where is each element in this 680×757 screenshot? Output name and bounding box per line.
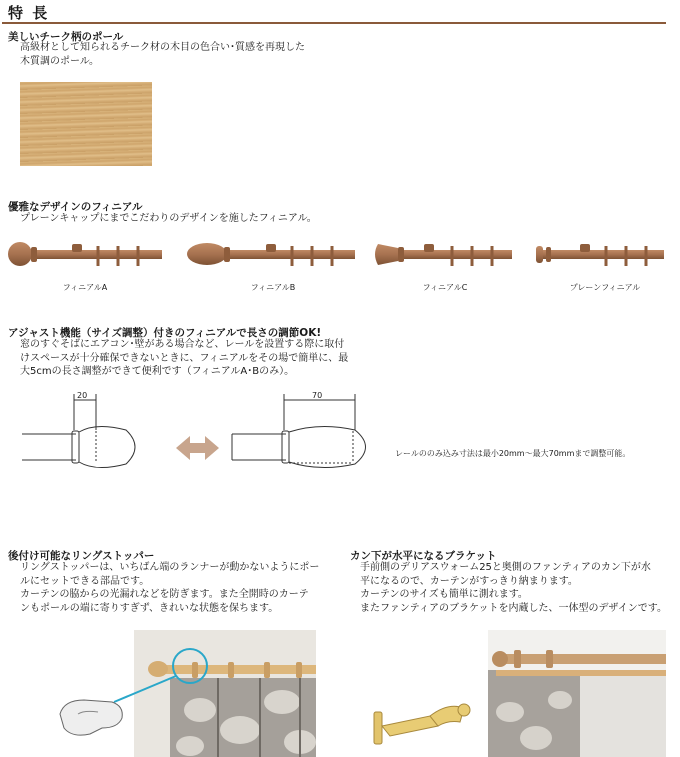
finial-c-caption: フィニアルC (422, 283, 468, 292)
teak-wood-sample-image (20, 82, 152, 166)
teak-heading: 美しいチーク柄のポール (8, 31, 124, 43)
teak-body: 高級材として知られるチーク材の木目の色合い･質感を再現した 木質調のポール。 (20, 42, 305, 67)
stopper-photo (50, 630, 316, 757)
adjust-note: レールののみ込み寸法は最小20mm～最大70mmまで調整可能。 (395, 449, 631, 458)
ring-stopper-part-icon (60, 700, 122, 735)
plain-finial-rod (536, 244, 664, 266)
adjust-heading: アジャスト機能（サイズ調整）付きのフィニアルで長さの調節OK! (8, 327, 322, 339)
finial-heading: 優雅なデザインのフィニアル (8, 201, 143, 213)
adjust-diagram (0, 388, 680, 478)
bracket-photo (360, 630, 666, 757)
finial-body: プレーンキャップにまでこだわりのデザインを施したフィニアル。 (20, 213, 317, 224)
dim-max-label: 70 (312, 391, 323, 400)
finial-a-caption: フィニアルA (62, 283, 108, 292)
bracket-heading: カン下が水平になるブラケット (350, 550, 497, 562)
finial-illustrations (0, 232, 680, 277)
stopper-heading: 後付け可能なリングストッパー (8, 550, 155, 562)
page-title: 特 長 (8, 4, 50, 22)
double-arrow-icon (176, 436, 219, 460)
finial-a-rod (8, 242, 162, 266)
adjust-body: 窓のすぐそばにエアコン･壁がある場合など、レールを設置する際に取付 けスペースが十分確保できないときに、フィニアルをその場で簡単に、最 大5cmの長さ調整ができて便利です（フィニアルA･Bのみ）。 (20, 339, 349, 377)
finial-c-rod (375, 244, 512, 266)
dim-min-label: 20 (77, 391, 88, 400)
finial-b-caption: フィニアルB (250, 283, 296, 292)
finial-b-rod (187, 243, 355, 266)
plain-finial-caption: プレーンフィニアル (569, 283, 641, 292)
title-divider (2, 22, 666, 24)
bracket-body: 手前側のデリアスウォーム25と奥側のファンティアのカン下が水 平になるので、カーテンがすっきり納まります。 カーテンのサイズも簡単に測れます。 またファンティアのブラケットを内蔵した、一体型のデザインです。 (360, 562, 667, 614)
bracket-part-icon (374, 704, 470, 744)
stopper-body: リングストッパーは、いちばん端のランナーが動かないようにポー ルにセットできる部品です。 カーテンの脇からの光漏れなどを防ぎます。また全開時のカーテ ンもポールの端に寄りすぎず、きれいな状態を保ちます。 (20, 562, 320, 614)
